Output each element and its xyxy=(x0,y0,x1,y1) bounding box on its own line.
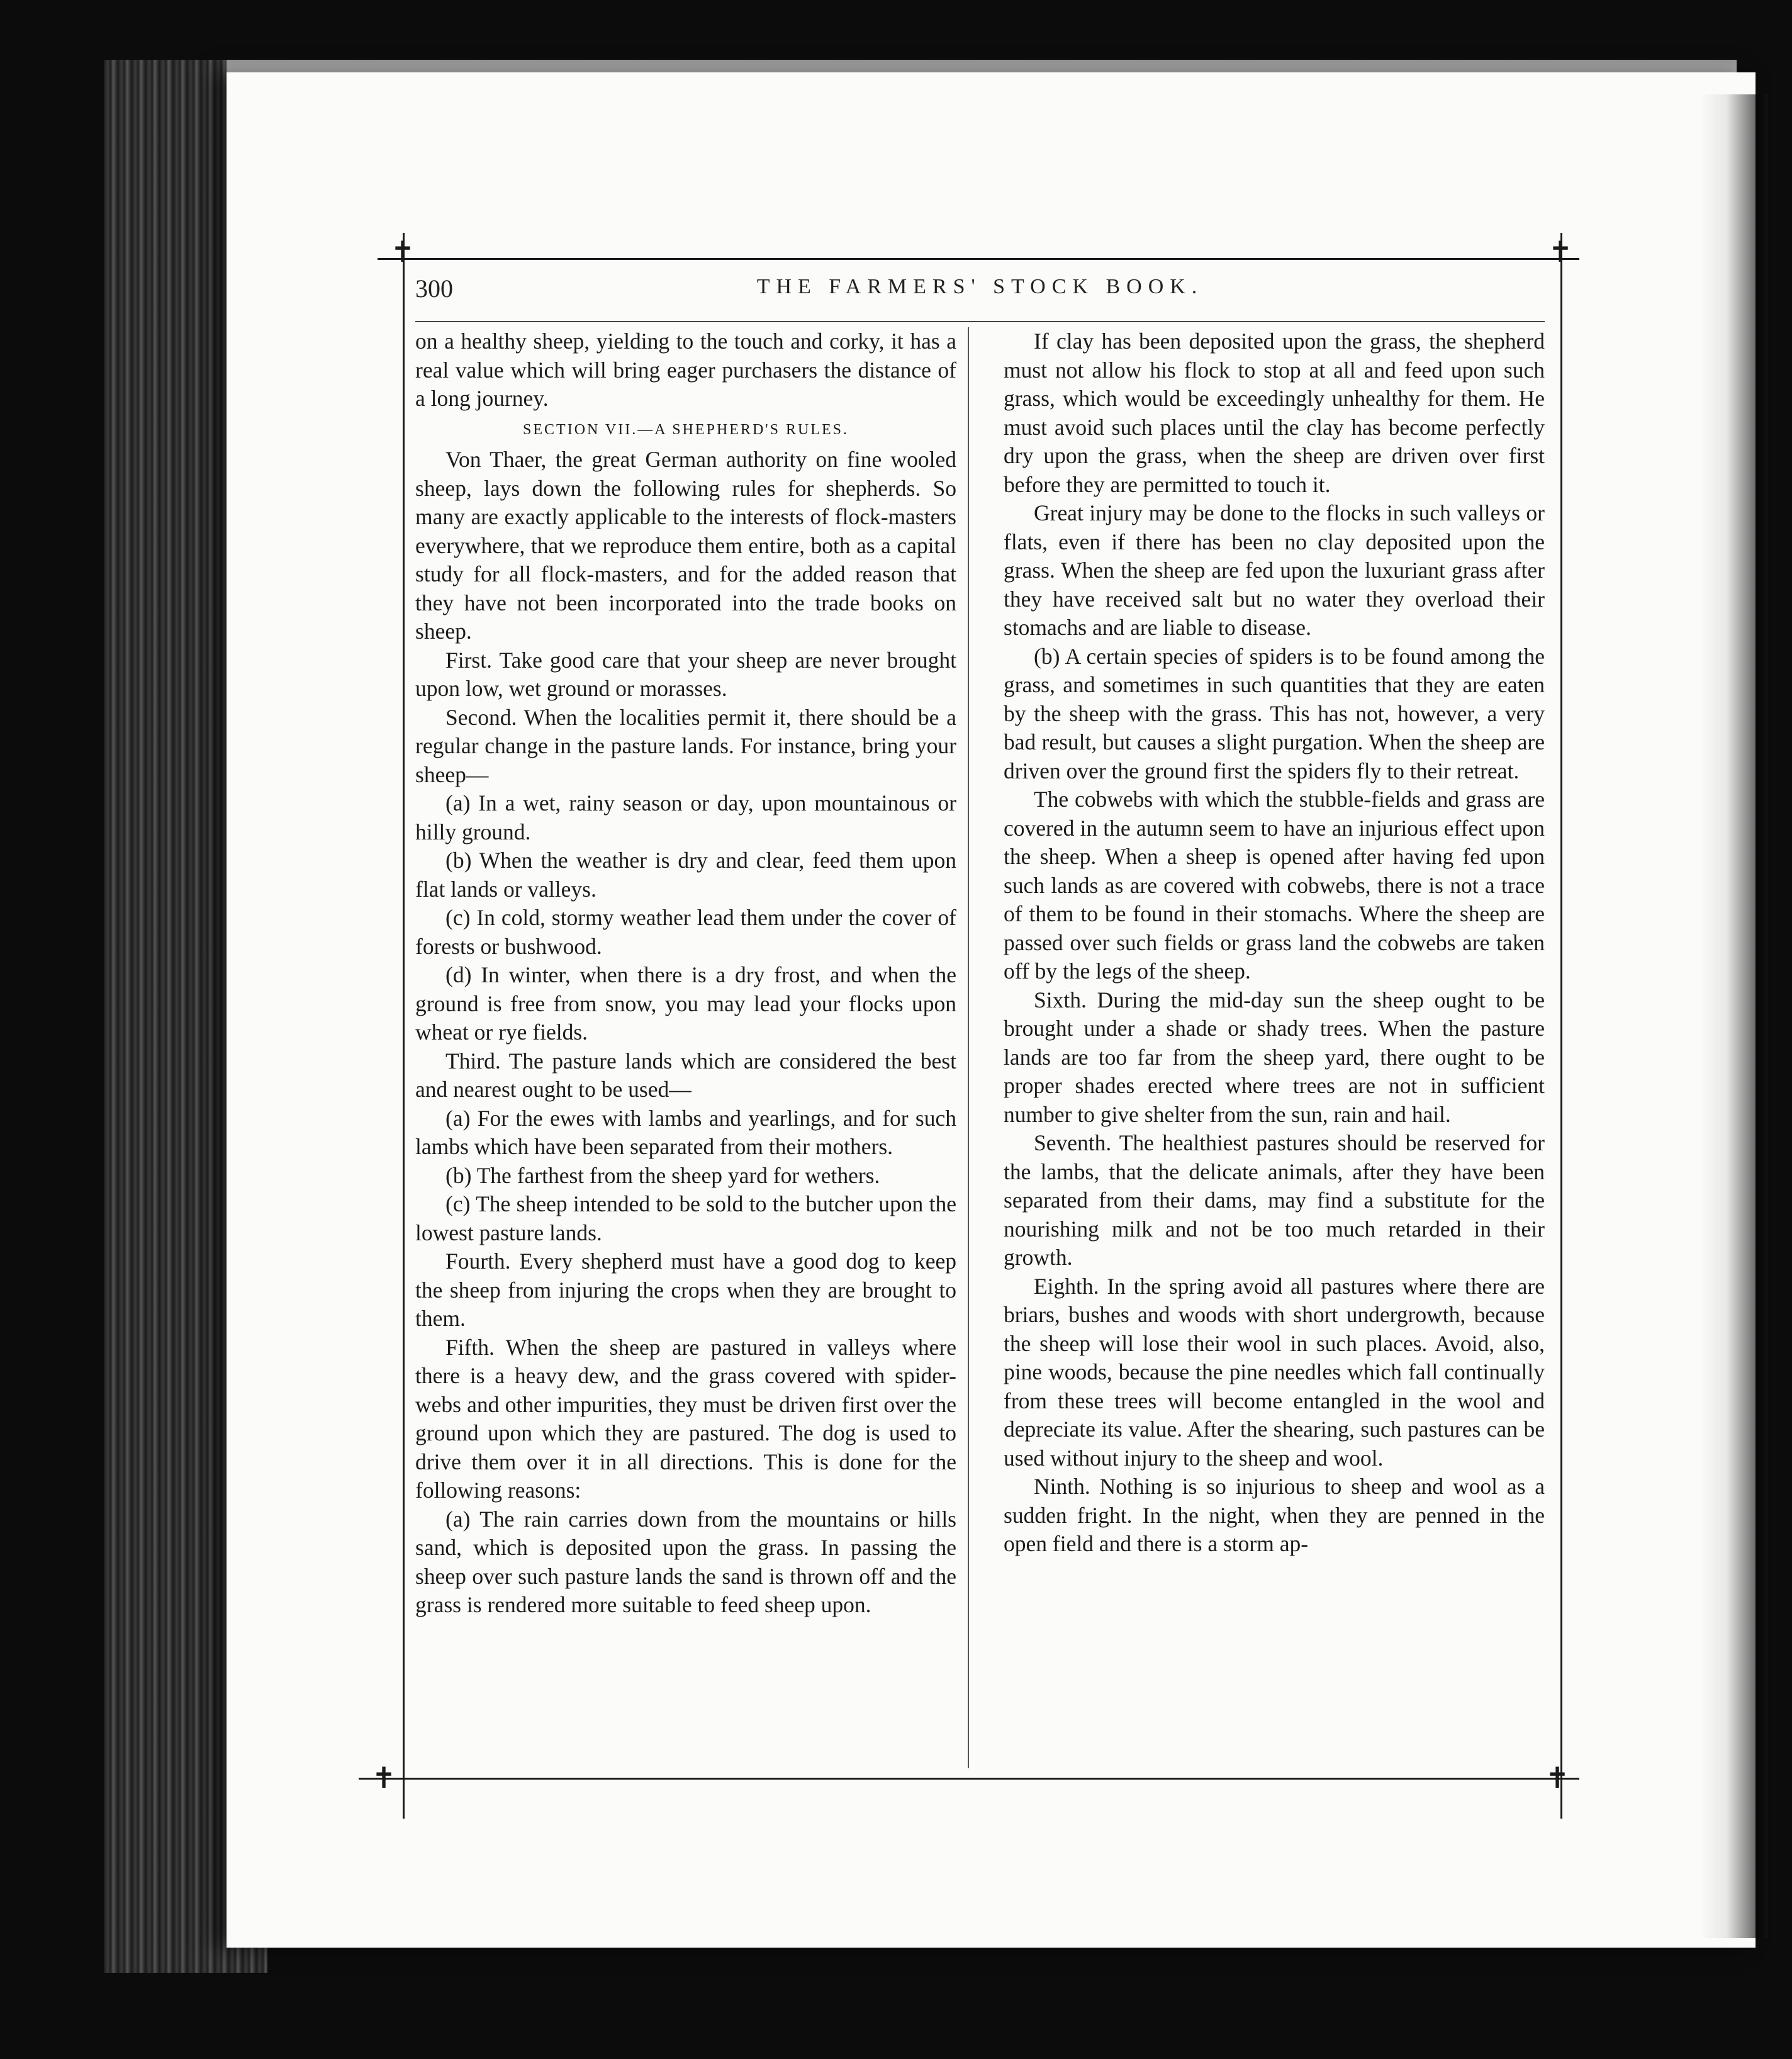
frame-top-rule xyxy=(378,258,1579,260)
paragraph: (c) The sheep intended to be sold to the butcher upon the lowest pasture lands. xyxy=(415,1191,956,1245)
paragraph: Fourth. Every shepherd must have a good dog to keep the sheep from injuring the crops when they are brought to them. xyxy=(415,1248,956,1331)
paragraph: Ninth. Nothing is so injurious to sheep and wool as a sudden fright. In the night, when they are penned in the open field and there is a storm ap- xyxy=(1004,1474,1545,1556)
frame-right-rule xyxy=(1560,233,1562,1819)
paragraph: First. Take good care that your sheep are never brought upon low, wet ground or morasses. xyxy=(415,647,956,701)
paragraph: Eighth. In the spring avoid all pastures where there are briars, bushes and woods with short undergrowth, because the sheep will lose their wool in such places. Avoid, also, pine woods, because the pine needles which fall continually from these trees will become entangled in the wool and depreciate its value. After the shearing, such pastures can be used without injury to the sheep and wool. xyxy=(1004,1273,1545,1471)
paragraph: Von Thaer, the great German authority on fine wooled sheep, lays down the following rules for shepherds. So many are exactly applicable to the interests of flock-masters everywhere, that we reproduce them entire, both as a capital study for all flock-masters, and for the added reason that they have not been incorporated into the trade books on sheep. xyxy=(415,447,956,644)
paragraph: Sixth. During the mid-day sun the sheep ought to be brought under a shade or shady trees. When the pasture lands are too far from the sheep yard, there ought to be proper shades erected where trees are not in sufficient number to give shelter from the sun, rain and hail. xyxy=(1004,987,1545,1127)
paragraph: Second. When the localities permit it, there should be a regular change in the pasture lands. For instance, bring your sheep— xyxy=(415,704,956,787)
right-column xyxy=(1004,327,1545,1559)
paragraph: (d) In winter, when there is a dry frost, and when the ground is free from snow, you may lead your flocks upon wheat or rye fields. xyxy=(415,962,956,1045)
paragraph: (b) When the weather is dry and clear, feed them upon flat lands or valleys. xyxy=(415,848,956,902)
paragraph: on a healthy sheep, yielding to the touch and corky, it has a real value which will bring eager purchasers the distance of a long journey. xyxy=(415,328,956,411)
corner-ornament-icon: ✝ xyxy=(1548,235,1573,269)
left-column xyxy=(415,327,956,1620)
paragraph: (a) For the ewes with lambs and yearlings, and for such lambs which have been separated from their mothers. xyxy=(415,1105,956,1159)
page-header xyxy=(415,274,1545,311)
paragraph: (a) The rain carries down from the mountains or hills sand, which is deposited upon the grass. In passing the sheep over such pasture lands the sand is thrown off and the grass is rendered more suitable to feed sheep upon. xyxy=(415,1506,956,1617)
paragraph: (b) A certain species of spiders is to be found among the grass, and sometimes in such quantities that they are eaten by the sheep with the grass. This has not, however, a very bad result, but causes a slight purgation. When the sheep are driven over the ground first the spiders fly to their retreat. xyxy=(1004,643,1545,783)
paragraph: Seventh. The healthiest pastures should be reserved for the lambs, that the delicate animals, after they have been separated from their dams, may find a substitute for the nourishing milk and not be too much retarded in their growth. xyxy=(1004,1130,1545,1270)
column-divider xyxy=(968,327,969,1768)
paragraph: Great injury may be done to the flocks in such valleys or flats, even if there has been no clay deposited upon the grass. When the sheep are fed upon the luxuriant grass after they have received salt but no water they overload their stomachs and are liable to disease. xyxy=(1004,500,1545,640)
paragraph: If clay has been deposited upon the grass, the shepherd must not allow his flock to stop at all and feed upon such grass, which would be exceedingly unhealthy for them. He must avoid such places until the clay has become perfectly dry upon the grass, when the sheep are driven over first before they are permitted to touch it. xyxy=(1004,328,1545,497)
section-heading: SECTION VII.—A SHEPHERD'S RULES. xyxy=(523,421,849,438)
running-title: THE FARMERS' STOCK BOOK. xyxy=(756,275,1204,298)
paragraph: (b) The farthest from the sheep yard for wethers. xyxy=(445,1162,880,1188)
corner-ornament-icon: ✝ xyxy=(390,235,415,269)
page-number: 300 xyxy=(415,274,453,303)
header-rule xyxy=(415,321,1545,322)
paragraph: (a) In a wet, rainy season or day, upon mountainous or hilly ground. xyxy=(415,790,956,844)
paragraph: (c) In cold, stormy weather lead them under the cover of forests or bushwood. xyxy=(415,905,956,959)
paragraph: Fifth. When the sheep are pastured in valleys where there is a heavy dew, and the grass covered with spider-webs and other impurities, they must be driven first over the ground upon which they are pastured. The dog is used to drive them over it in all directions. This is done for the following reasons: xyxy=(415,1334,956,1503)
paragraph: The cobwebs with which the stubble-fields and grass are covered in the autumn seem to have an injurious effect upon the sheep. When a sheep is opened after having fed upon such lands as are covered with cobwebs, there is not a trace of them to be found in their stomachs. Where the sheep are passed over such fields or grass land the cobwebs are taken off by the legs of the sheep. xyxy=(1004,787,1545,984)
corner-ornament-icon: ✝ xyxy=(1545,1761,1570,1795)
paragraph: Third. The pasture lands which are considered the best and nearest ought to be used— xyxy=(415,1048,956,1102)
corner-ornament-icon: ✝ xyxy=(371,1761,396,1795)
frame-bottom-rule xyxy=(359,1778,1579,1780)
frame-left-rule xyxy=(403,233,405,1819)
page-gutter-shadow xyxy=(1699,94,1768,1938)
